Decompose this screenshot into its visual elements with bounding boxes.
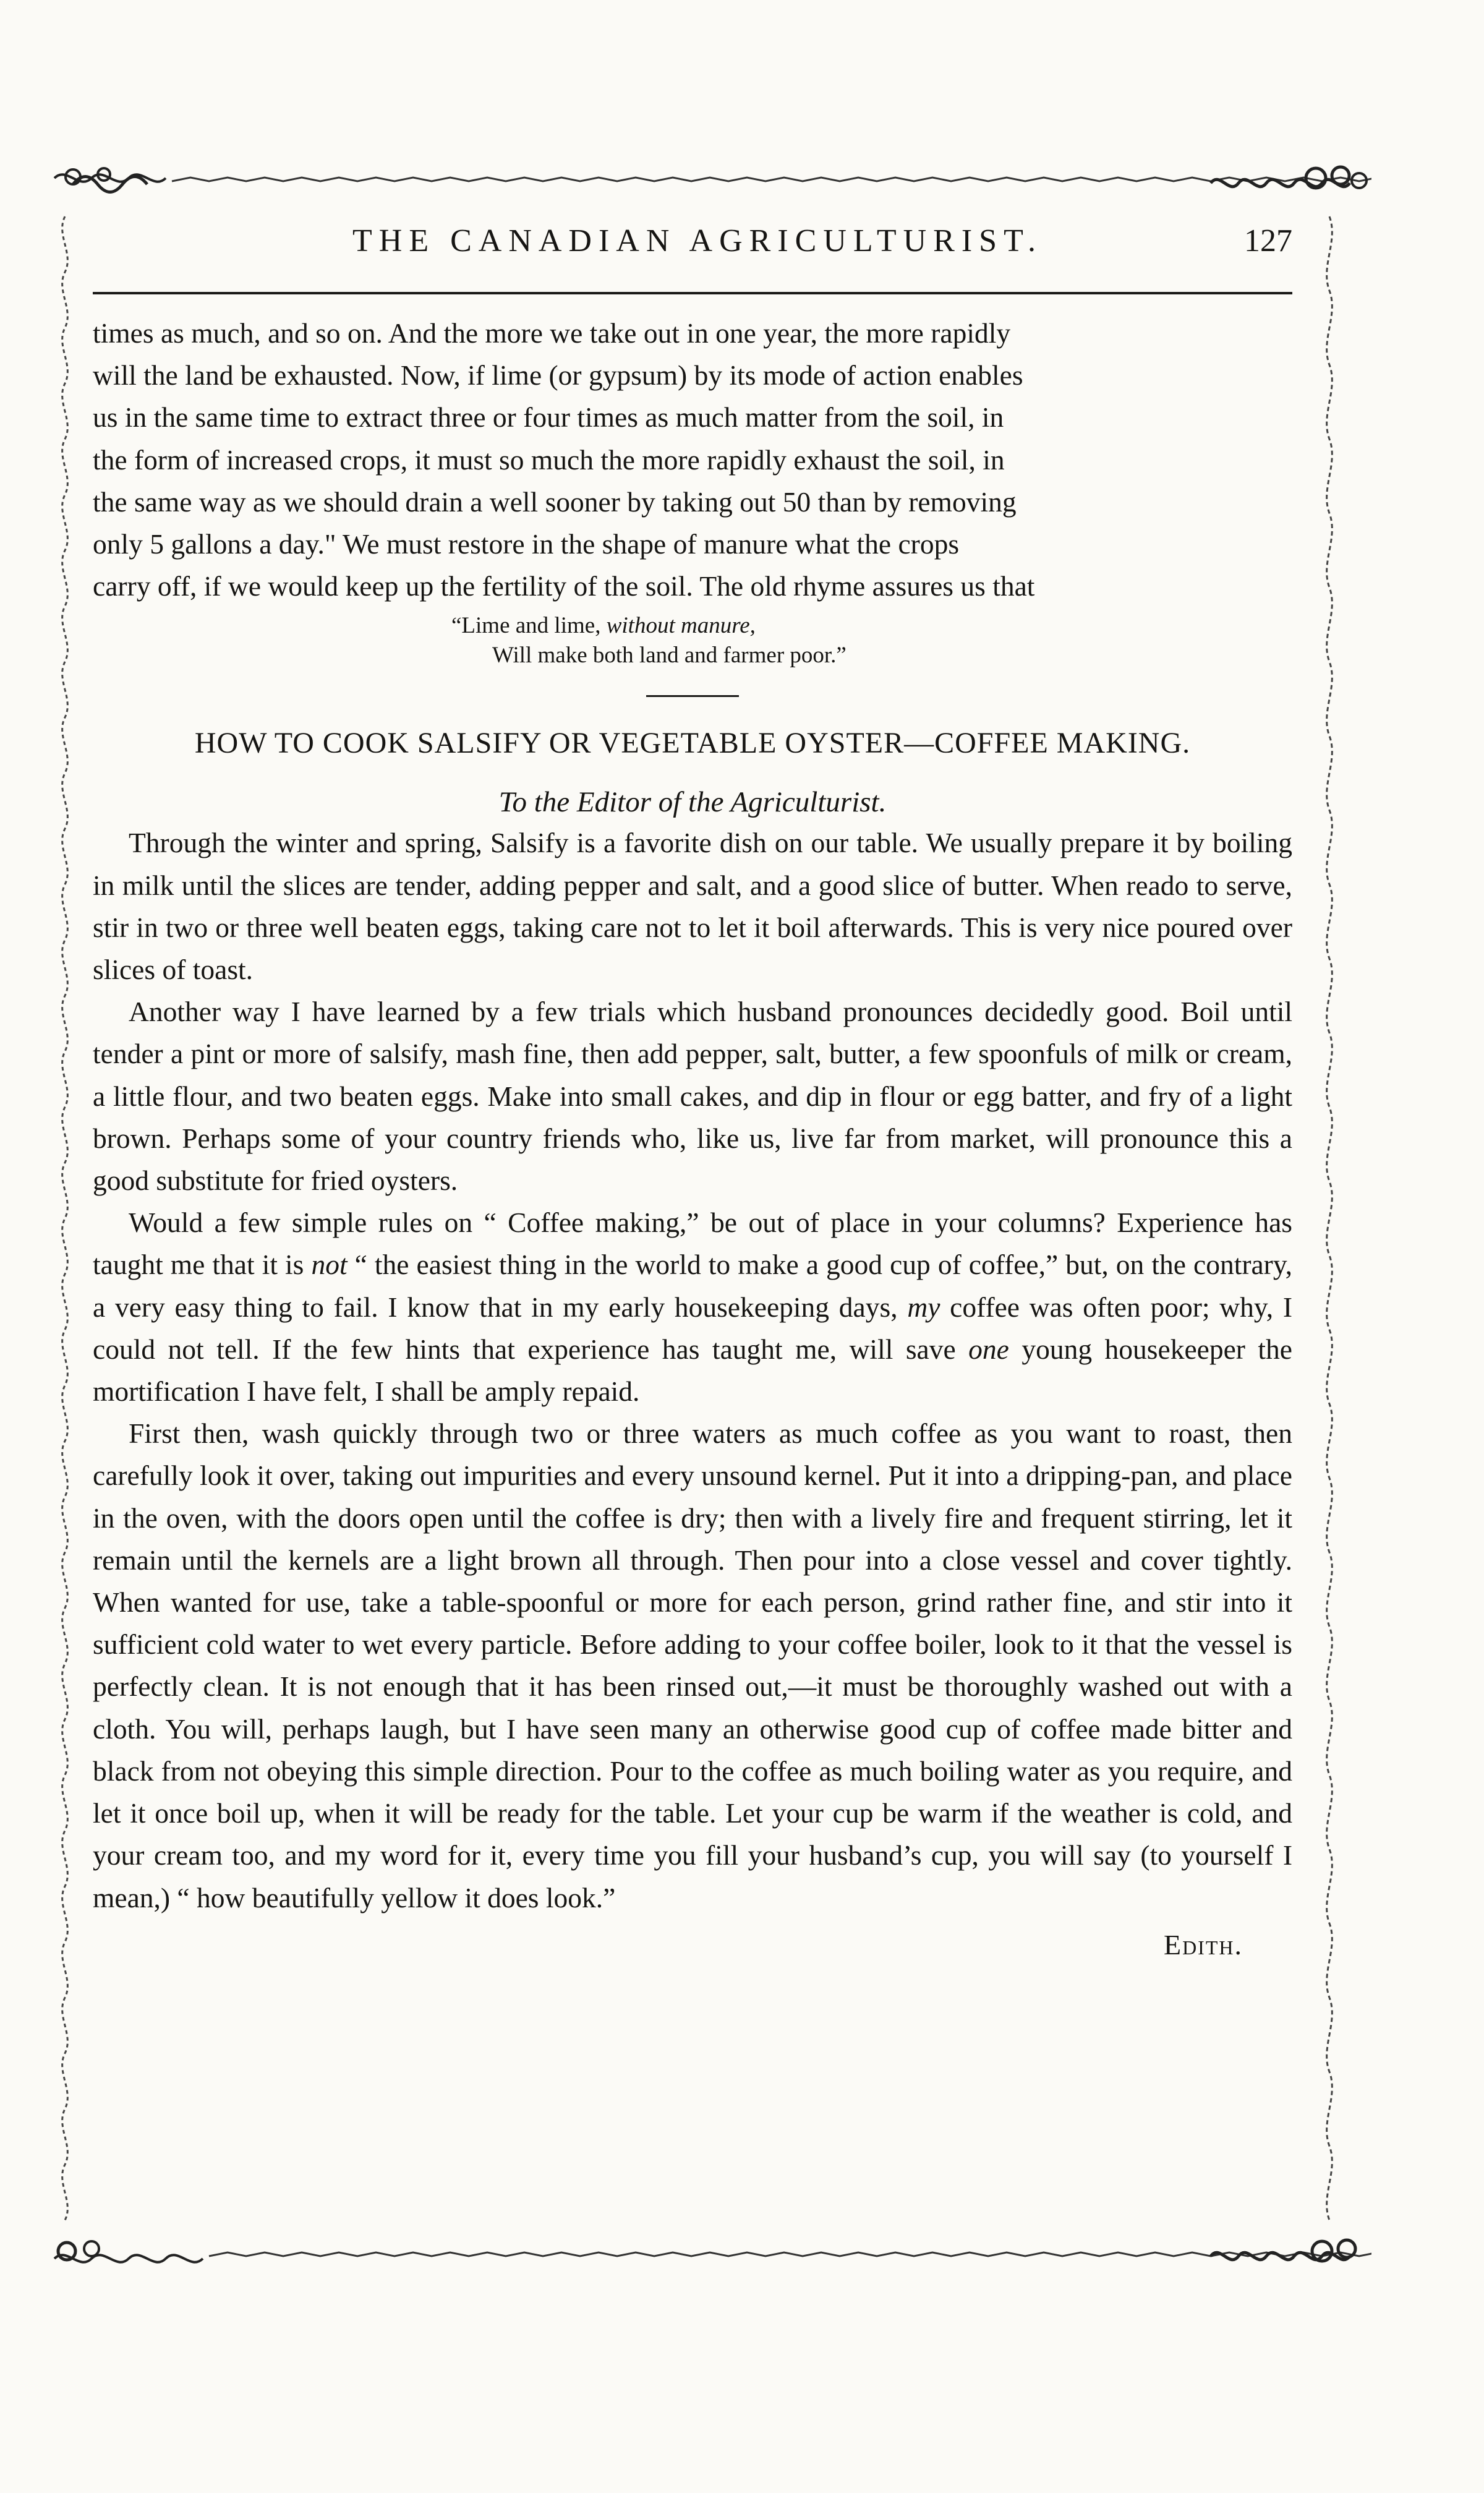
header-rule bbox=[93, 292, 1292, 294]
paragraph-4: First then, wash quickly through two or three waters as much coffee as you want to roast, then carefully look it over, taking out impurities and every unsound kernel. Put it into a dripping-pan, and place in the oven, with the doors open until the coffee is dry; then with a lively fire and frequent stirring, let it remain until the kernels are a light brown all through. Then pour into a close vessel and cover tightly. When wanted for use, take a table-spoonful or more for each person, grind rather fine, and stir into it sufficient cold water to wet every particle. Before adding to your coffee boiler, look to it that the vessel is perfectly clean. It is not enough that it has been rinsed out,—it must be thoroughly washed out with a cloth. You will, perhaps laugh, but I have seen many an otherwise good cup of coffee made bitter and black from not obeying this simple direction. Pour to the coffee as much boiling water as you require, and let it once boil up, when it will be ready for the table. Let your cup be warm if the weather is cold, and your cream too, and my word for it, every time you fill your husband’s cup, you will say (to yourself I mean,) “ how beautifully yellow it does look.” bbox=[93, 1418, 1292, 1914]
intro-line: carry off, if we would keep up the fertility of the soil. The old rhyme assures us that bbox=[93, 570, 1035, 602]
emphasis-not: not bbox=[311, 1249, 348, 1281]
paragraph-3-text-c: coffee was often poor; why, I could not tell. If the few hints that experience has taught me, will save bbox=[93, 1291, 1292, 1365]
author-signature: Edith. bbox=[1163, 1928, 1243, 1961]
running-head: THE CANADIAN AGRICULTURIST. bbox=[352, 223, 1043, 259]
rhyme-line-2: Will make both land and farmer poor.” bbox=[492, 643, 846, 669]
article-title: HOW TO COOK SALSIFY OR VEGETABLE OYSTER—COFFEE MAKING. bbox=[194, 727, 1191, 760]
page-body bbox=[93, 312, 1292, 1966]
rhyme-line-1-italic: without manure, bbox=[606, 613, 756, 639]
paragraph-3-text-d: young housekeeper the mortification I have felt, I shall be amply repaid. bbox=[93, 1333, 1292, 1408]
intro-line: times as much, and so on. And the more we take out in one year, the more rapidly bbox=[93, 317, 1011, 349]
paragraph-3-text-b: “ the easiest thing in the world to make a good cup of coffee,” but, on the contrary, a very easy thing to fail. I know that in my early housekeeping days, bbox=[93, 1249, 1292, 1323]
paragraph-2: Another way I have learned by a few trials which husband pronounces decidedly good. Boil until tender a pint or more of salsify, mash fine, then add pepper, salt, butter, a few spoonfuls of milk or cream, a little flour, and two beaten eggs. Make into small cakes, and dip in flour or egg batter, and fry of a light brown. Perhaps some of your country friends who, like us, live far from market, will pronounce this a good substitute for fried oysters. bbox=[93, 996, 1292, 1197]
intro-line: us in the same time to extract three or four times as much matter from the soil, in bbox=[93, 401, 1004, 434]
page-number: 127 bbox=[1244, 223, 1292, 259]
top-ornament-border bbox=[48, 160, 1371, 203]
intro-line: the same way as we should drain a well sooner by taking out 50 than by removing bbox=[93, 485, 1017, 518]
right-ornament-border bbox=[1305, 204, 1354, 2233]
emphasis-one: one bbox=[968, 1333, 1009, 1365]
left-ornament-border bbox=[43, 204, 87, 2233]
rhyme-line-1-text: “Lime and lime, bbox=[451, 613, 607, 639]
page-header bbox=[93, 223, 1292, 278]
intro-line: the form of increased crops, it must so much the more rapidly exhaust the soil, in bbox=[93, 443, 1005, 476]
bottom-ornament-border bbox=[48, 2226, 1371, 2276]
intro-line: only 5 gallons a day." We must restore in the shape of manure what the crops bbox=[93, 528, 960, 560]
emphasis-my: my bbox=[907, 1291, 940, 1323]
article-dedication: To the Editor of the Agriculturist. bbox=[498, 786, 887, 819]
paragraph-1: Through the winter and spring, Salsify is a favorite dish on our table. We usually prepare it by boiling in milk until the slices are tender, adding pepper and salt, and a good slice of butter. When reado to serve, stir in two or three well beaten eggs, taking care not to let it boil afterwards. This is very nice poured over slices of toast. bbox=[93, 827, 1292, 986]
intro-line: will the land be exhausted. Now, if lime (or gypsum) by its mode of action enables bbox=[93, 359, 1023, 391]
paragraph-3 bbox=[93, 1202, 1292, 1413]
section-separator-rule bbox=[646, 695, 739, 697]
paragraph-3-text-a: Would a few simple rules on “ Coffee making,” be out of place in your columns? Experience has taught me that it is bbox=[93, 1207, 1292, 1281]
quoted-rhyme bbox=[93, 611, 1292, 670]
rhyme-line-1 bbox=[93, 611, 1292, 641]
intro-paragraph bbox=[93, 312, 1292, 607]
